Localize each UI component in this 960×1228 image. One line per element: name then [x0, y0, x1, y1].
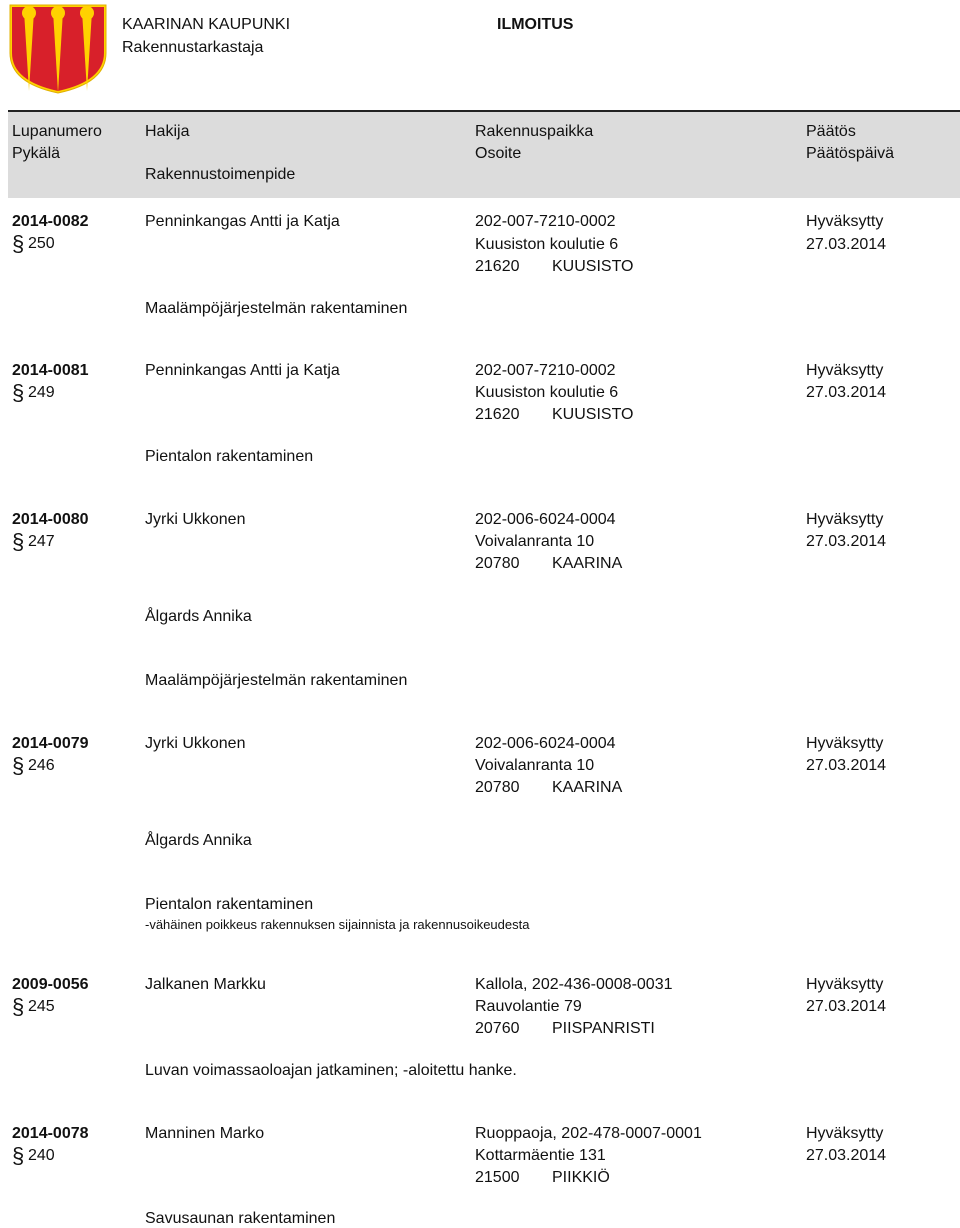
col-osoite: Osoite: [475, 145, 522, 162]
section-symbol: §: [12, 529, 25, 554]
co-applicant: Ålgards Annika: [145, 832, 252, 849]
decision: Hyväksytty: [806, 362, 884, 379]
section-number: 246: [28, 757, 55, 774]
building-action: Pientalon rakentaminen: [145, 896, 314, 913]
department-name: Rakennustarkastaja: [122, 39, 264, 56]
permit-number: 2009-0056: [12, 976, 89, 993]
decision-date: 27.03.2014: [806, 533, 887, 550]
permit-number: 2014-0079: [12, 735, 89, 752]
permit-number: 2014-0080: [12, 511, 89, 528]
street-address: Kottarmäentie 131: [475, 1147, 606, 1164]
post-office: KUUSISTO: [552, 406, 634, 423]
decision-date: 27.03.2014: [806, 757, 887, 774]
applicant: Penninkangas Antti ja Katja: [145, 213, 340, 230]
col-rakennuspaikka: Rakennuspaikka: [475, 123, 594, 140]
property-id: 202-006-6024-0004: [475, 735, 616, 752]
section-symbol: §: [12, 753, 25, 778]
col-hakija: Hakija: [145, 123, 190, 140]
decision: Hyväksytty: [806, 976, 884, 993]
decision-date: 27.03.2014: [806, 384, 887, 401]
decision-date: 27.03.2014: [806, 1147, 887, 1164]
post-office: KAARINA: [552, 779, 623, 796]
organization-name: KAARINAN KAUPUNKI: [122, 16, 291, 33]
property-id: 202-007-7210-0002: [475, 213, 616, 230]
applicant: Manninen Marko: [145, 1125, 265, 1142]
applicant: Jyrki Ukkonen: [145, 735, 246, 752]
decision: Hyväksytty: [806, 213, 884, 230]
street-address: Voivalanranta 10: [475, 757, 595, 774]
section-symbol: §: [12, 231, 25, 256]
applicant: Penninkangas Antti ja Katja: [145, 362, 340, 379]
property-id: 202-007-7210-0002: [475, 362, 616, 379]
postal-code: 21620: [475, 406, 520, 423]
property-id: 202-006-6024-0004: [475, 511, 616, 528]
permit-number: 2014-0082: [12, 213, 89, 230]
property-id: Kallola, 202-436-0008-0031: [475, 976, 673, 993]
property-id: Ruoppaoja, 202-478-0007-0001: [475, 1125, 702, 1142]
col-lupanumero: Lupanumero: [12, 123, 102, 140]
building-action: Pientalon rakentaminen: [145, 448, 314, 465]
postal-code: 21620: [475, 258, 520, 275]
building-action: Luvan voimassaoloajan jatkaminen; -aloitettu hanke.: [145, 1062, 517, 1079]
post-office: KUUSISTO: [552, 258, 634, 275]
street-address: Kuusiston koulutie 6: [475, 236, 619, 253]
permit-number: 2014-0078: [12, 1125, 89, 1142]
col-rakennustoimenpide: Rakennustoimenpide: [145, 166, 296, 183]
street-address: Rauvolantie 79: [475, 998, 582, 1015]
section-symbol: §: [12, 994, 25, 1019]
postal-code: 20760: [475, 1020, 520, 1037]
section-number: 240: [28, 1147, 55, 1164]
decision: Hyväksytty: [806, 735, 884, 752]
section-number: 247: [28, 533, 55, 550]
additional-note: -vähäinen poikkeus rakennuksen sijainnista ja rakennusoikeudesta: [145, 917, 530, 932]
col-paatos: Päätös: [806, 123, 856, 140]
decision: Hyväksytty: [806, 511, 884, 528]
street-address: Voivalanranta 10: [475, 533, 595, 550]
postal-code: 20780: [475, 555, 520, 572]
applicant: Jyrki Ukkonen: [145, 511, 246, 528]
coat-of-arms-logo: [8, 3, 108, 95]
permit-number: 2014-0081: [12, 362, 89, 379]
post-office: PIISPANRISTI: [552, 1020, 655, 1037]
col-pykala: Pykälä: [12, 145, 61, 162]
section-symbol: §: [12, 380, 25, 405]
document-title: ILMOITUS: [497, 16, 574, 33]
building-action: Maalämpöjärjestelmän rakentaminen: [145, 300, 408, 317]
section-number: 250: [28, 235, 55, 252]
section-number: 249: [28, 384, 55, 401]
decision: Hyväksytty: [806, 1125, 884, 1142]
section-symbol: §: [12, 1143, 25, 1168]
applicant: Jalkanen Markku: [145, 976, 266, 993]
postal-code: 20780: [475, 779, 520, 796]
postal-code: 21500: [475, 1169, 520, 1186]
decision-date: 27.03.2014: [806, 998, 887, 1015]
decision-date: 27.03.2014: [806, 236, 887, 253]
section-number: 245: [28, 998, 55, 1015]
co-applicant: Ålgards Annika: [145, 608, 252, 625]
building-action: Savusaunan rakentaminen: [145, 1210, 336, 1227]
post-office: KAARINA: [552, 555, 623, 572]
street-address: Kuusiston koulutie 6: [475, 384, 619, 401]
col-paatospaiva: Päätöspäivä: [806, 145, 895, 162]
building-action: Maalämpöjärjestelmän rakentaminen: [145, 672, 408, 689]
post-office: PIIKKIÖ: [552, 1169, 610, 1186]
